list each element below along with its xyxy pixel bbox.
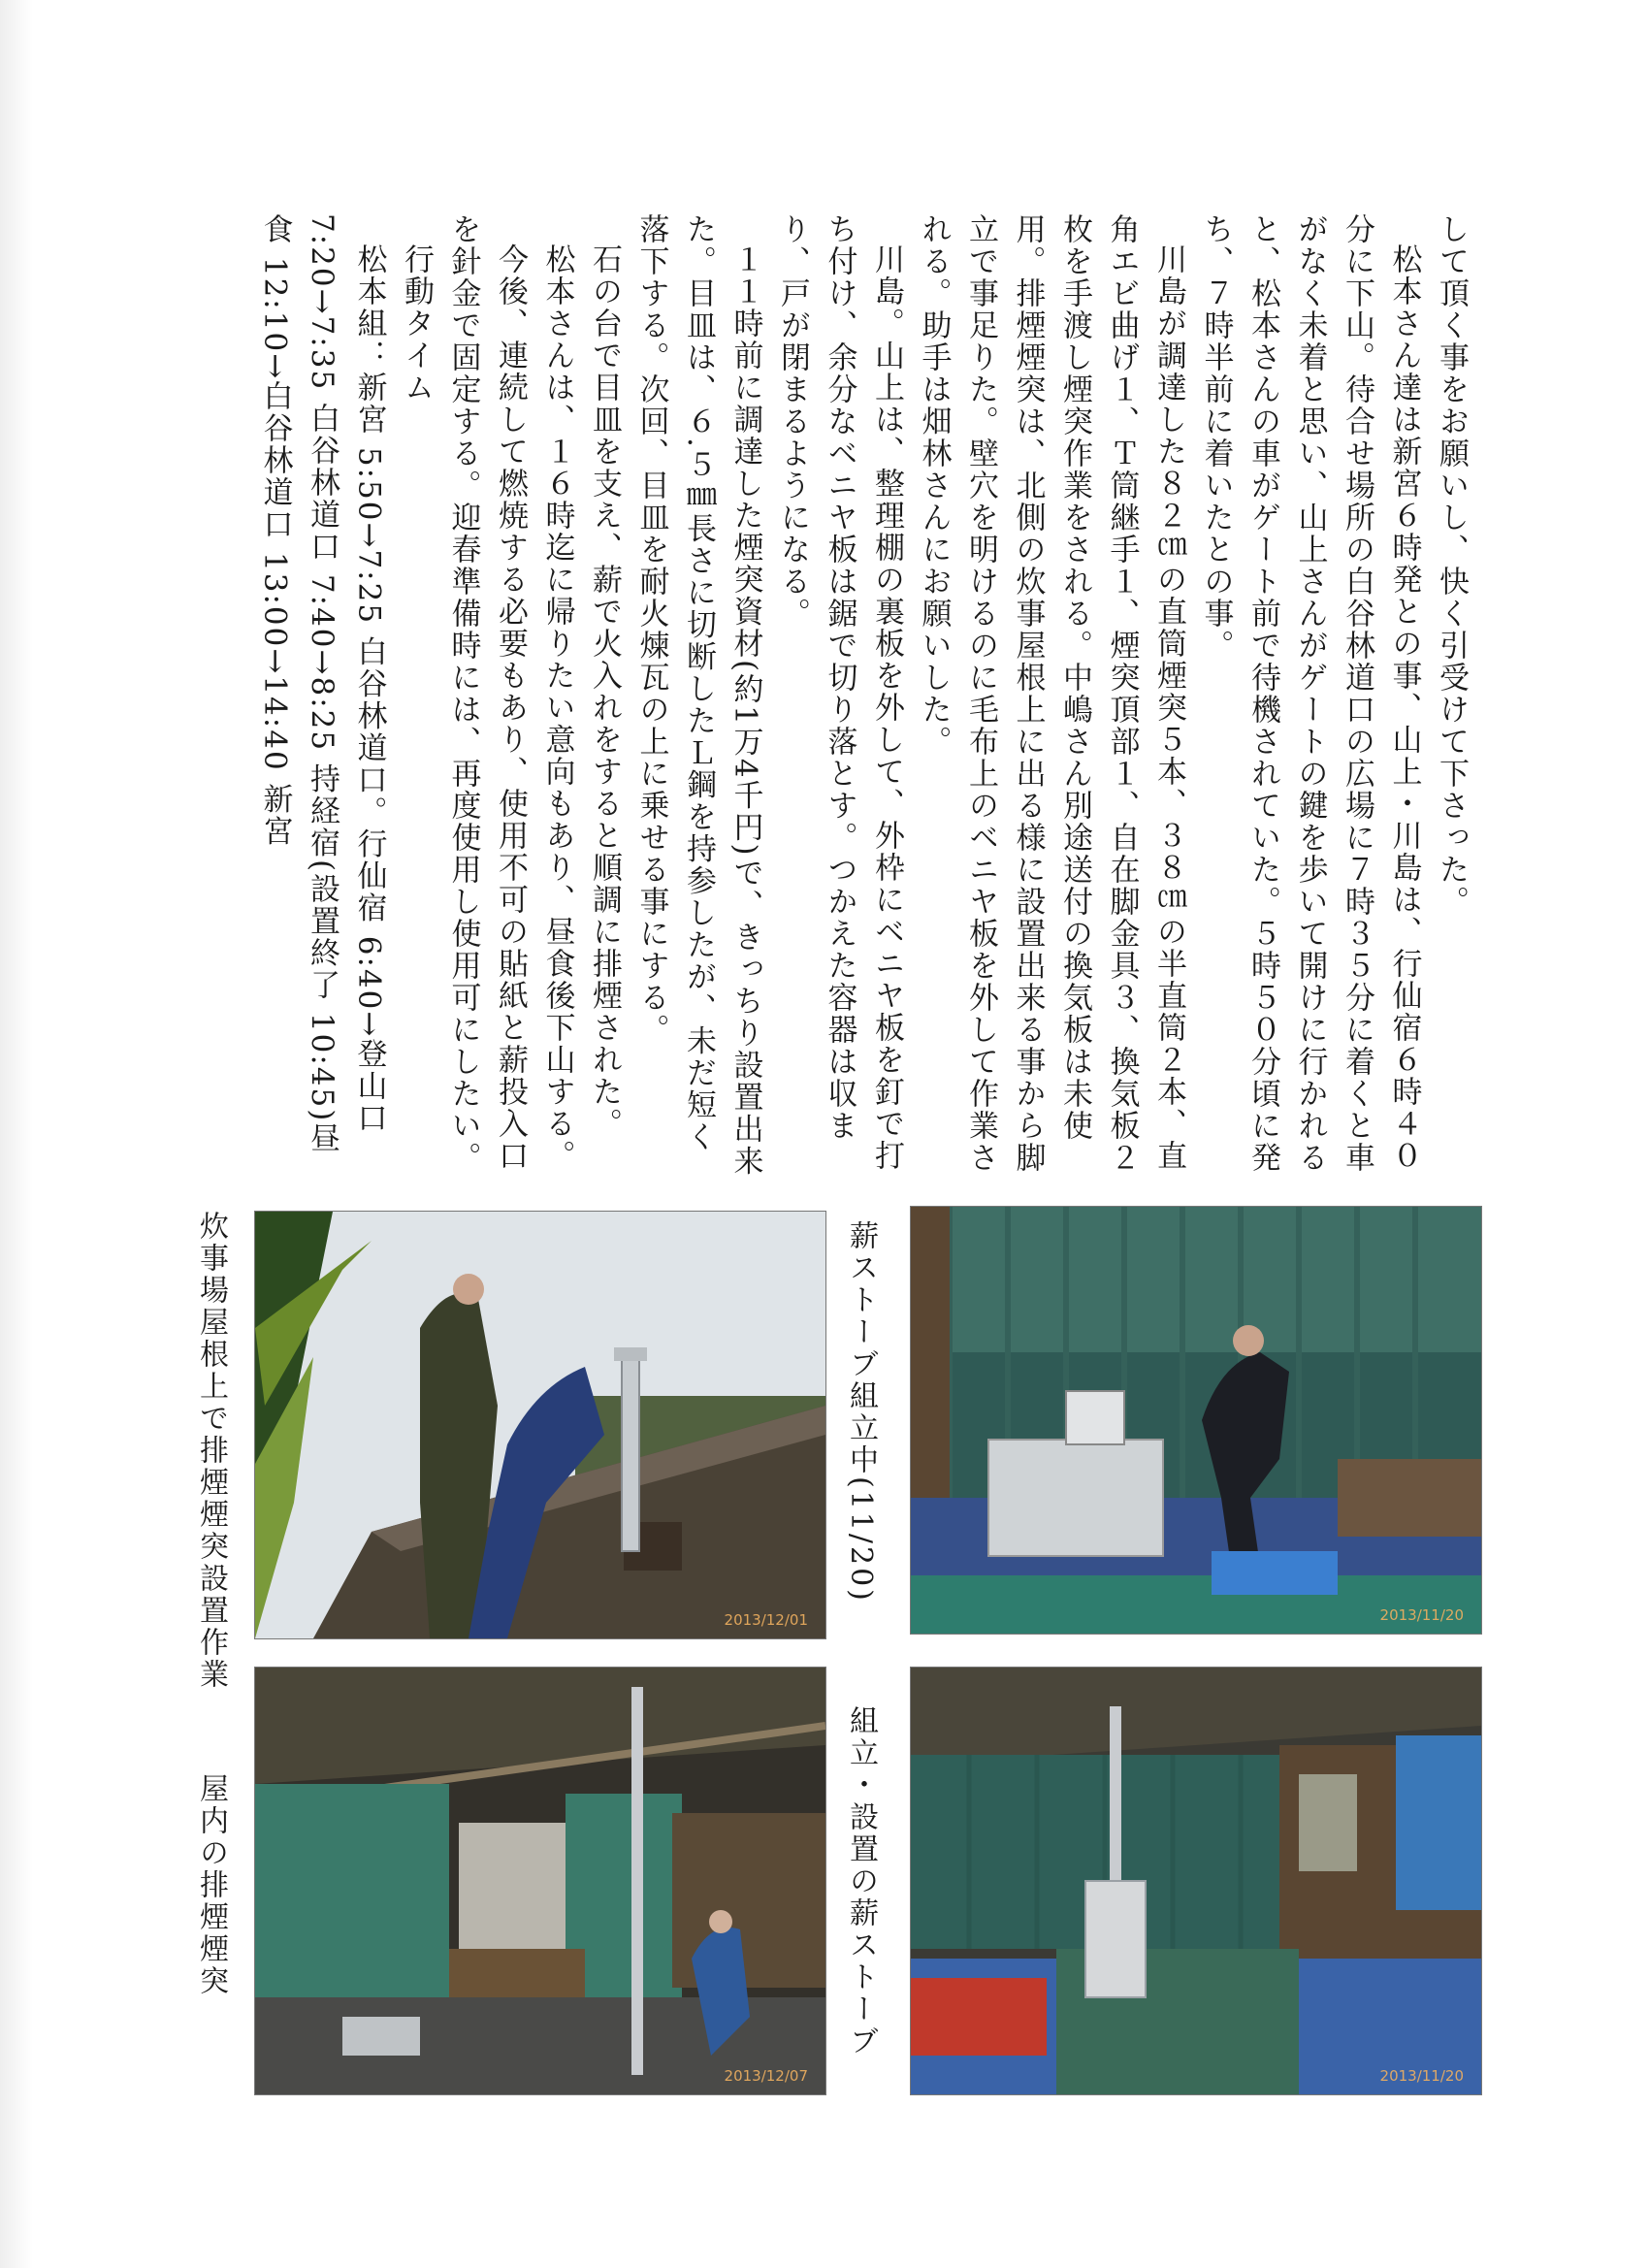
photo-stove-assembly bbox=[910, 1206, 1482, 1635]
paragraph: 川島。山上は、整理棚の裏板を外して、外枠にベニヤ板を釘で打ち付け、余分なベニヤ板は鋸で切り落とす。つかえた容器は収まり、戸が閉まるようになる。 bbox=[775, 213, 904, 1172]
paragraph: 松本さん達は新宮６時発との事、山上・川島は、行仙宿６時４０分に下山。待合せ場所の白谷林道口の広場に７時３５分に着くと車がなく未着と思い、山上さんがゲートの鍵を歩いて開けに行かれると、松本さんの車がゲート前で待機されていた。５時５０分頃に発ち、７時半前に着いたとの事。 bbox=[1198, 213, 1422, 1174]
photo-caption-indoor-chimney: 屋内の排煙煙突 bbox=[194, 1773, 228, 1997]
photo-caption-stove-assembly: 薪ストーブ組立中(11/20) bbox=[844, 1220, 878, 1604]
paragraph: 川島が調達した８２㎝の直筒煙突５本、３８㎝の半直筒２本、直角エビ曲げ１、Ｔ筒継手１、煙突頂部１、自在脚金具３、換気板２枚を手渡し煙突作業をされる。中嶋さん別途送付の換気板は未使用。排煙煙突は、北側の炊事屋根上に出る様に設置出来る事から脚立で事足りた。壁穴を明けるのに毛布上のベニヤ板を外して作業される。助手は畑林さんにお願いした。 bbox=[916, 213, 1186, 1174]
paragraph: して頂く事をお願いし、快く引受けて下さった。 bbox=[1434, 213, 1469, 918]
paragraph: 今後、連続して燃焼する必要もあり、使用不可の貼紙と薪投入口を針金で固定する。迎春準備時には、再度使用し使用可にしたい。 bbox=[445, 213, 528, 1174]
date-stamp: 2013/11/20 bbox=[1379, 1606, 1464, 1624]
paragraph: 松本組：新宮 5:50→7:25 白谷林道口。行仙宿 6:40→登山口 7:20→7:35 白谷林道口 7:40→8:25 持経宿(設置終了 10:45)昼食 12:10→白谷林道口 13:00→14:40 新宮 bbox=[257, 213, 387, 1155]
section-heading: 行動タイム bbox=[399, 243, 434, 404]
photo-caption-installed-stove: 組立・設置の薪ストーブ bbox=[844, 1705, 878, 2057]
paragraph: １１時前に調達した煙突資材(約1万4千円)で、きっちり設置出来た。目皿は、６.５㎜長さに切断したＬ鋼を持参したが、未だ短く落下する。次回、目皿を耐火煉瓦の上に乗せる事にする。 bbox=[633, 213, 763, 1178]
photo-installed-stove bbox=[910, 1667, 1482, 2095]
body-text bbox=[184, 213, 1474, 1183]
photo-indoor-chimney bbox=[254, 1667, 826, 2095]
photo-caption-roof-chimney: 炊事場屋根上で排煙煙突設置作業 bbox=[194, 1211, 228, 1691]
date-stamp: 2013/12/07 bbox=[724, 2067, 808, 2085]
page-scan-edge bbox=[0, 0, 33, 2268]
paragraph: 松本さんは、１６時迄に帰りたい意向もあり、昼食後下山する。 bbox=[539, 243, 575, 1172]
date-stamp: 2013/12/01 bbox=[724, 1611, 808, 1629]
paragraph: 石の台で目皿を支え、薪で火入れをすると順調に排煙された。 bbox=[587, 243, 622, 1140]
photo-roof-chimney bbox=[254, 1211, 826, 1639]
date-stamp: 2013/11/20 bbox=[1379, 2067, 1464, 2085]
